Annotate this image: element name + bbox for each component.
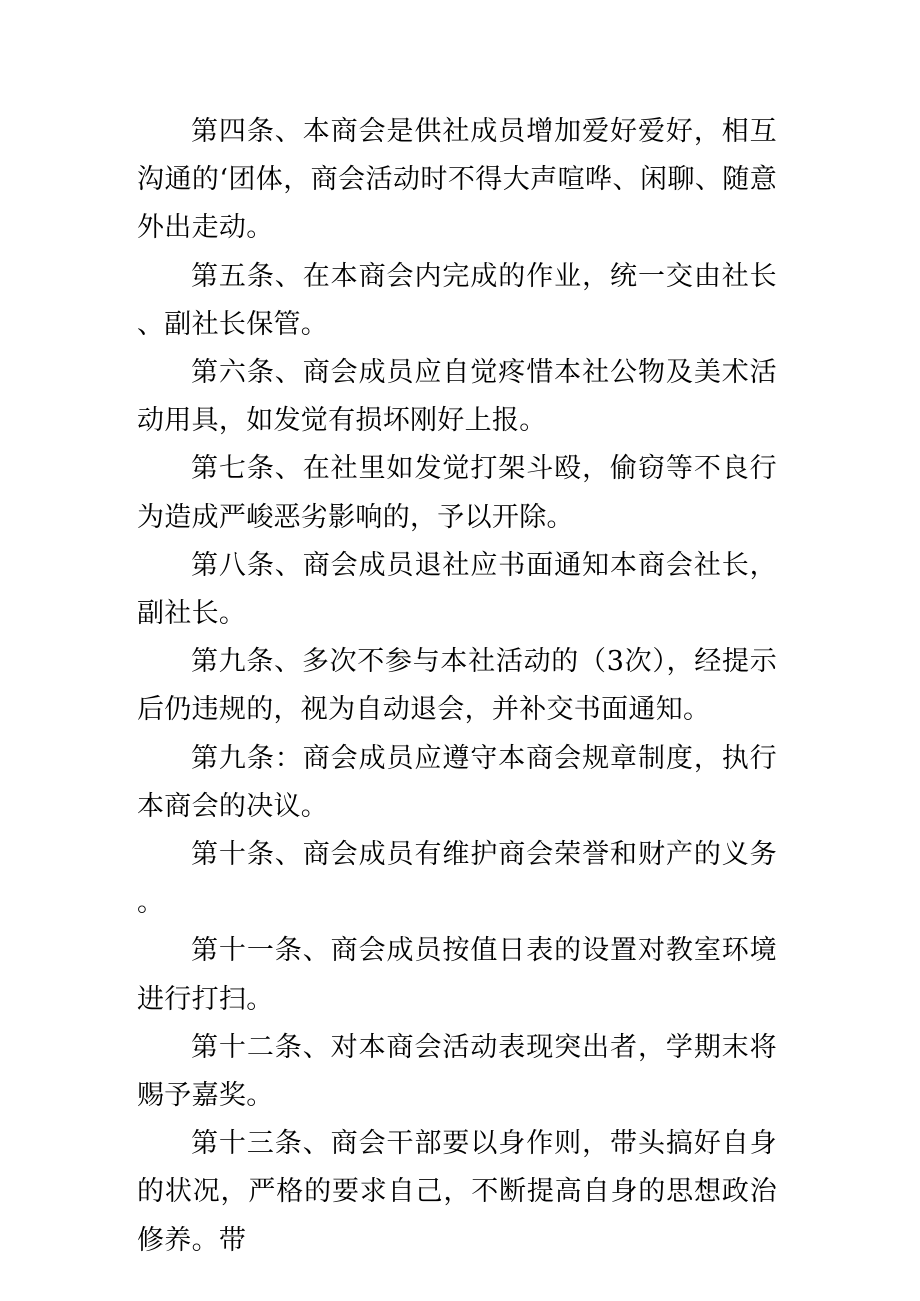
article-11-paragraph: 第十一条、商会成员按值日表的设置对教室环境进行打扫。 [137, 935, 777, 1015]
article-10-paragraph: 第十条、商会成员有维护商会荣誉和财产的义务。 [137, 839, 777, 919]
article-7-paragraph: 第七条、在社里如发觉打架斗殴，偷窃等不良行为造成严峻恶劣影响的，予以开除。 [137, 453, 777, 533]
article-9-paragraph: 第九条、多次不参与本社活动的（3次），经提示后仍违规的，视为自动退会，并补交书面通知。 [137, 646, 777, 726]
article-9b-paragraph: 第九条：商会成员应遵守本商会规章制度，执行本商会的决议。 [137, 742, 777, 822]
article-13-paragraph: 第十三条、商会干部要以身作则，带头搞好自身的状况，严格的要求自己，不断提高自身的思想政治修养。带 [137, 1128, 777, 1256]
document-page [137, 108, 777, 1265]
article-8-paragraph: 第八条、商会成员退社应书面通知本商会社长，副社长。 [137, 549, 777, 630]
article-6-paragraph: 第六条、商会成员应自觉疼惜本社公物及美术活动用具，如发觉有损坏刚好上报。 [137, 357, 777, 437]
article-12-paragraph: 第十二条、对本商会活动表现突出者，学期末将赐予嘉奖。 [137, 1031, 777, 1112]
article-4-paragraph: 第四条、本商会是供社成员增加爱好爱好，相互沟通的‘团体，商会活动时不得大声喧哗、闲聊、随意外出走动。 [137, 116, 777, 244]
article-5-paragraph: 第五条、在本商会内完成的作业，统一交由社长、副社长保管。 [137, 260, 777, 340]
